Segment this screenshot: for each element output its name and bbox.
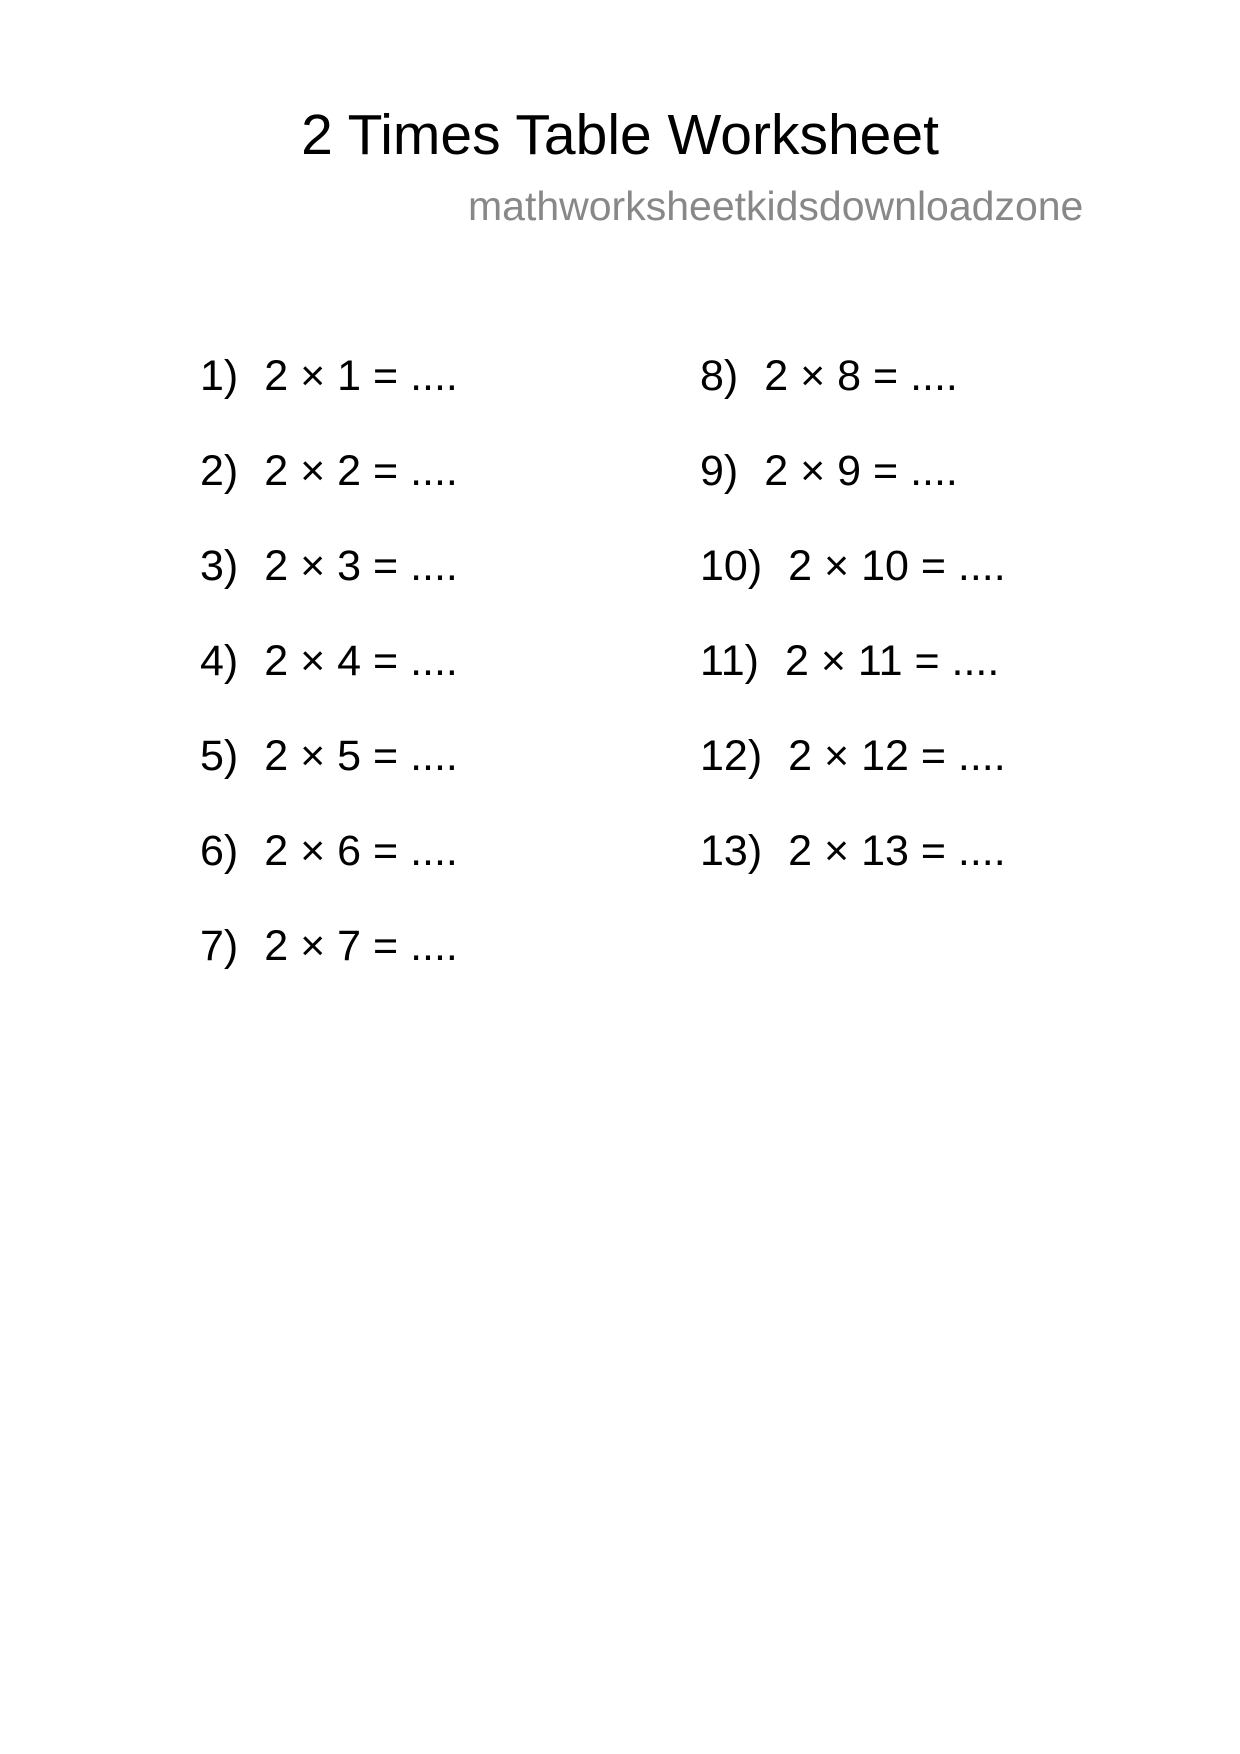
problem-number: 7): [200, 922, 239, 970]
problem-item: [200, 730, 458, 825]
problem-expression: 2 × 4 = ....: [264, 637, 458, 685]
problem-number: 4): [200, 637, 239, 685]
problem-expression: 2 × 9 = ....: [764, 447, 958, 495]
problem-item: [200, 825, 458, 920]
problem-expression: 2 × 5 = ....: [264, 732, 458, 780]
problem-expression: 2 × 2 = ....: [264, 447, 458, 495]
problem-number: 2): [200, 447, 239, 495]
problem-expression: 2 × 6 = ....: [264, 827, 458, 875]
problem-expression: 2 × 10 = ....: [788, 542, 1006, 590]
problem-expression: 2 × 8 = ....: [764, 352, 958, 400]
problem-expression: 2 × 11 = ....: [784, 637, 1000, 685]
problem-number: 11): [700, 637, 759, 685]
problem-number: 13): [700, 827, 763, 875]
page-title: 2 Times Table Worksheet: [301, 103, 939, 167]
problem-number: 6): [200, 827, 239, 875]
problem-number: 12): [700, 732, 763, 780]
problem-item: [700, 350, 1006, 445]
problem-number: 3): [200, 542, 239, 590]
problem-number: 8): [700, 352, 739, 400]
problem-number: 5): [200, 732, 239, 780]
problem-item: [200, 540, 458, 635]
problem-item: [200, 350, 458, 445]
problem-item: [700, 540, 1006, 635]
problem-expression: 2 × 12 = ....: [788, 732, 1006, 780]
problem-expression: 2 × 1 = ....: [264, 352, 458, 400]
problem-item: [200, 445, 458, 540]
problem-item: [200, 635, 458, 730]
problem-item: [700, 825, 1006, 920]
problem-item: [700, 635, 1006, 730]
problem-list-right: [700, 350, 1006, 920]
problem-expression: 2 × 7 = ....: [264, 922, 458, 970]
problem-number: 9): [700, 447, 739, 495]
problem-number: 1): [200, 352, 239, 400]
problem-expression: 2 × 13 = ....: [788, 827, 1006, 875]
problem-list-left: [200, 350, 458, 1015]
problem-item: [200, 920, 458, 1015]
problem-number: 10): [700, 542, 763, 590]
problem-expression: 2 × 3 = ....: [264, 542, 458, 590]
problem-item: [700, 730, 1006, 825]
problem-item: [700, 445, 1006, 540]
site-watermark: mathworksheetkidsdownloadzone: [468, 183, 1084, 229]
